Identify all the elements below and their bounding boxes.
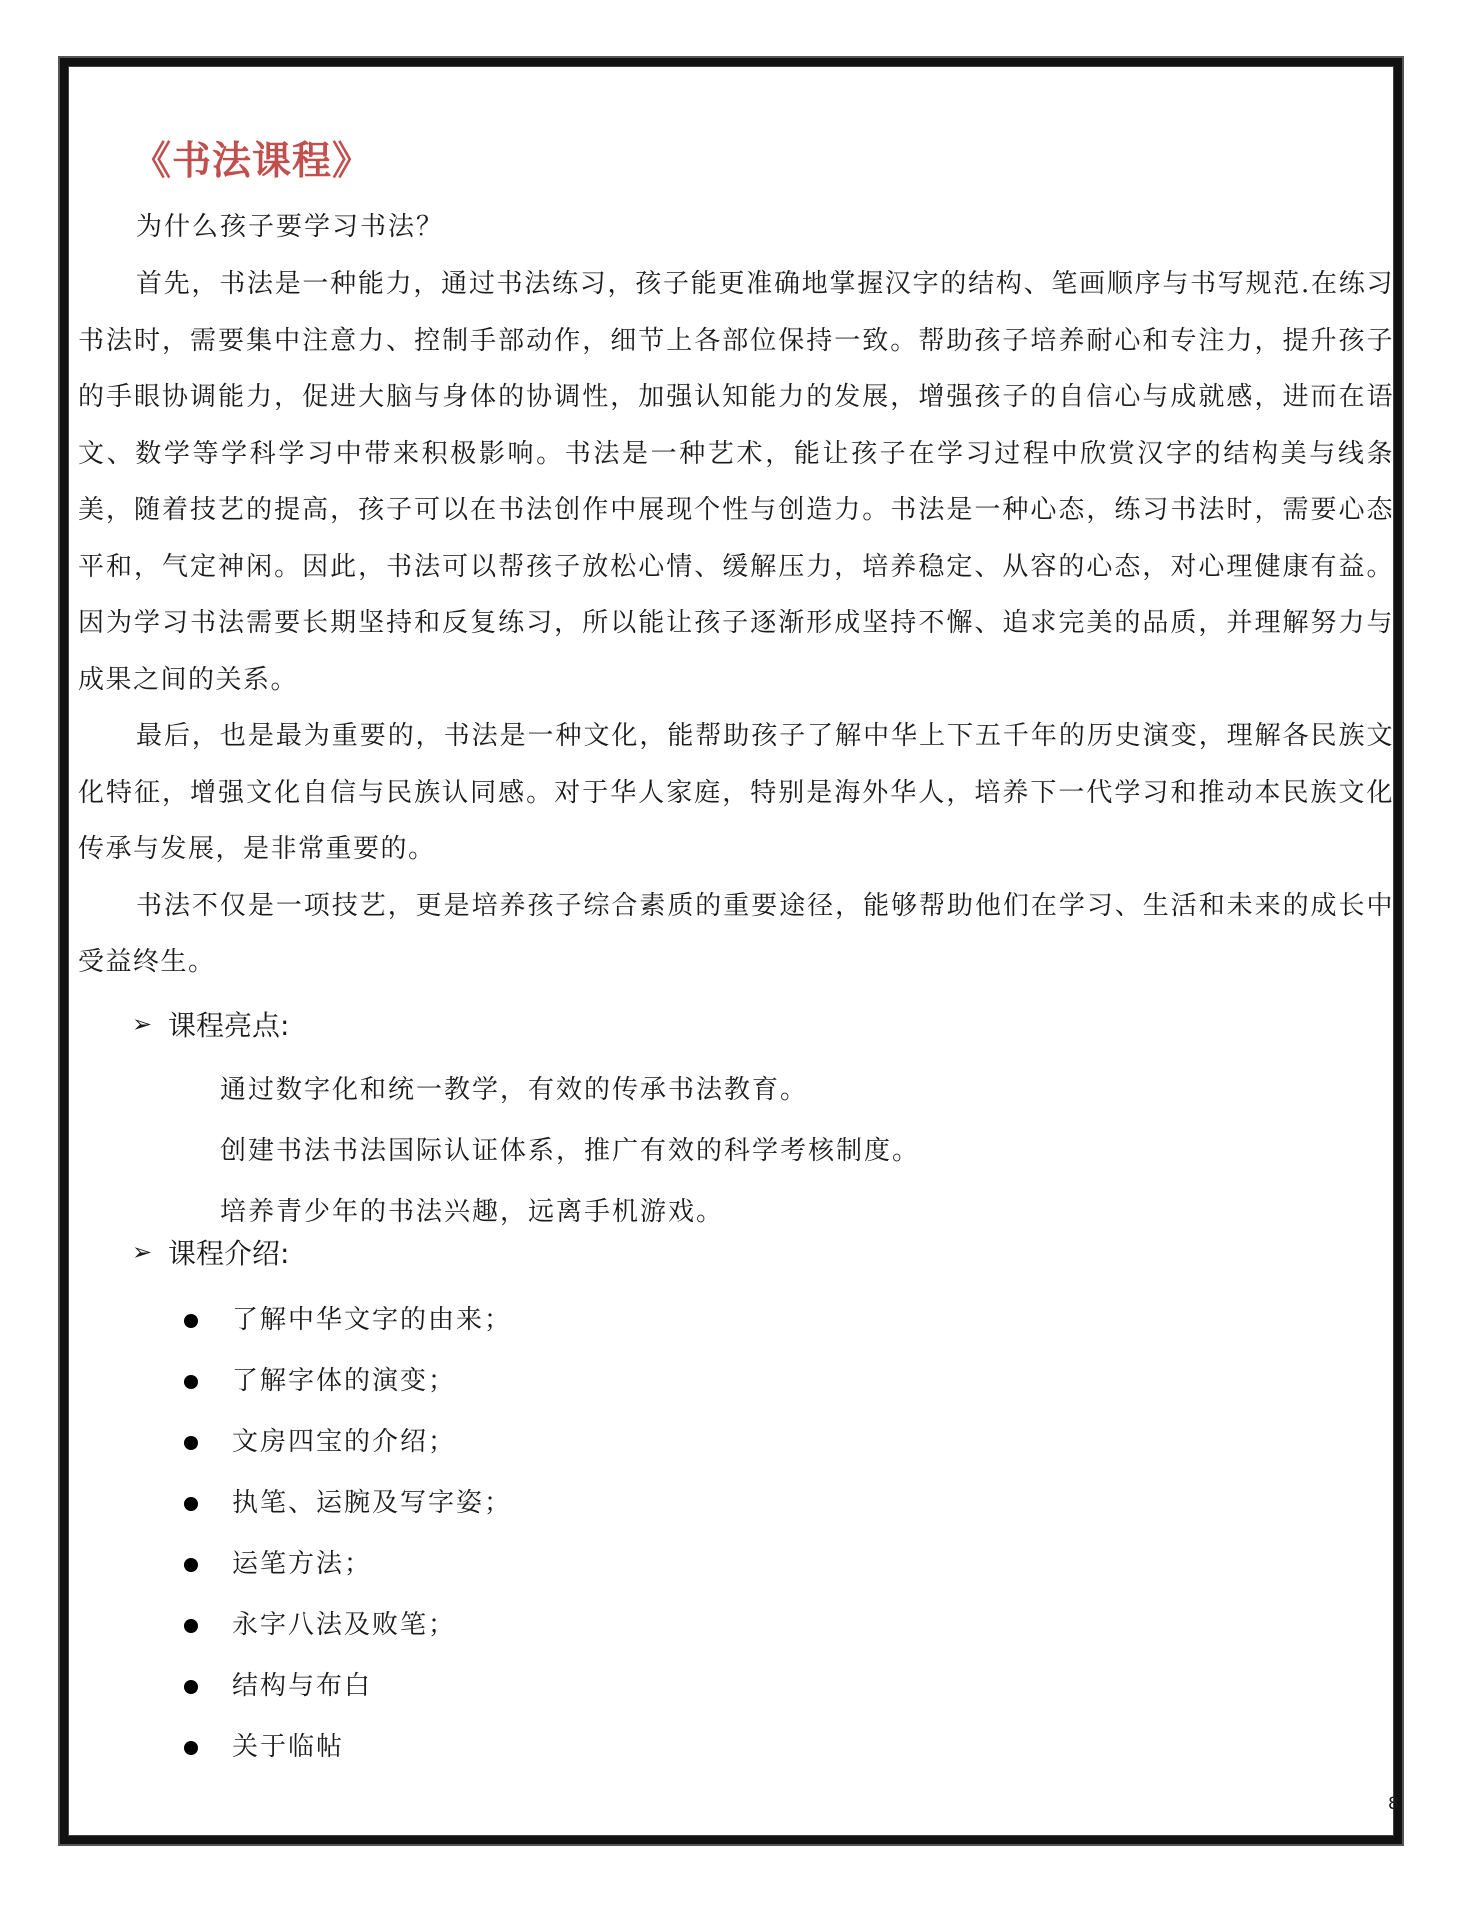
bullet-icon — [184, 1375, 198, 1389]
list-item — [184, 1351, 512, 1412]
paragraph: 首先，书法是一种能力，通过书法练习，孩子能更准确地掌握汉字的结构、笔画顺序与书写规范.在练习书法时，需要集中注意力、控制手部动作，细节上各部位保持一致。帮助孩子培养耐心和专注力，提升孩子的手眼协调能力，促进大脑与身体的协调性，加强认知能力的发展，增强孩子的自信心与成就感，进而在语文、数学等学科学习中带来积极影响。书法是一种艺术，能让孩子在学习过程中欣赏汉字的结构美与线条美，随着技艺的提高，孩子可以在书法创作中展现个性与创造力。书法是一种心态，练习书法时，需要心态平和，气定神闲。因此，书法可以帮孩子放松心情、缓解压力，培养稳定、从容的心态，对心理健康有益。因为学习书法需要长期坚持和反复练习，所以能让孩子逐渐形成坚持不懈、追求完美的品质，并理解努力与成果之间的关系。 — [78, 269, 1394, 695]
bullet-icon — [184, 1741, 198, 1755]
list-item — [184, 1534, 512, 1595]
intro-list — [184, 1290, 512, 1778]
list-item-text: 文房四宝的介绍； — [232, 1427, 457, 1457]
list-item — [184, 1290, 512, 1351]
list-item — [184, 1717, 512, 1778]
body-text — [78, 256, 1394, 991]
highlights-heading — [132, 1004, 289, 1044]
highlights-heading-label: 课程亮点: — [168, 1009, 290, 1042]
list-item-text: 了解中华文字的由来； — [232, 1305, 513, 1335]
list-item-text: 关于临帖 — [232, 1732, 345, 1762]
list-item-text: 了解字体的演变； — [232, 1366, 457, 1396]
list-item — [184, 1595, 512, 1656]
paragraph: 书法不仅是一项技艺，更是培养孩子综合素质的重要途径，能够帮助他们在学习、生活和未来的成长中受益终生。 — [78, 890, 1394, 977]
intro-heading-label: 课程介绍: — [168, 1237, 290, 1270]
bullet-icon — [184, 1558, 198, 1572]
list-item — [184, 1412, 512, 1473]
list-item — [184, 1656, 512, 1717]
bullet-icon — [184, 1314, 198, 1328]
arrow-icon: ➢ — [132, 1238, 153, 1266]
list-item-text: 永字八法及败笔； — [232, 1610, 457, 1640]
question-heading: 为什么孩子要学习书法？ — [136, 212, 445, 242]
intro-heading — [132, 1232, 289, 1272]
bullet-icon — [184, 1497, 198, 1511]
list-item: 通过数字化和统一教学，有效的传承书法教育。 — [220, 1075, 809, 1105]
list-item-text: 运笔方法； — [232, 1549, 373, 1579]
list-item-text: 结构与布白 — [232, 1671, 373, 1701]
list-item-text: 执笔、运腕及写字姿； — [232, 1488, 513, 1518]
list-item: 创建书法书法国际认证体系，推广有效的科学考核制度。 — [220, 1136, 921, 1166]
arrow-icon: ➢ — [132, 1010, 153, 1038]
bullet-icon — [184, 1436, 198, 1450]
list-item: 培养青少年的书法兴趣，远离手机游戏。 — [220, 1197, 725, 1227]
paragraph: 最后，也是最为重要的，书法是一种文化，能帮助孩子了解中华上下五千年的历史演变，理解各民族文化特征，增强文化自信与民族认同感。对于华人家庭，特别是海外华人，培养下一代学习和推动本民族文化传承与发展，是非常重要的。 — [78, 721, 1394, 864]
page-title: 《书法课程》 — [132, 139, 373, 184]
highlights-list — [220, 1060, 920, 1243]
bullet-icon — [184, 1619, 198, 1633]
page-number: 8 — [1388, 1794, 1399, 1814]
bullet-icon — [184, 1680, 198, 1694]
list-item — [184, 1473, 512, 1534]
